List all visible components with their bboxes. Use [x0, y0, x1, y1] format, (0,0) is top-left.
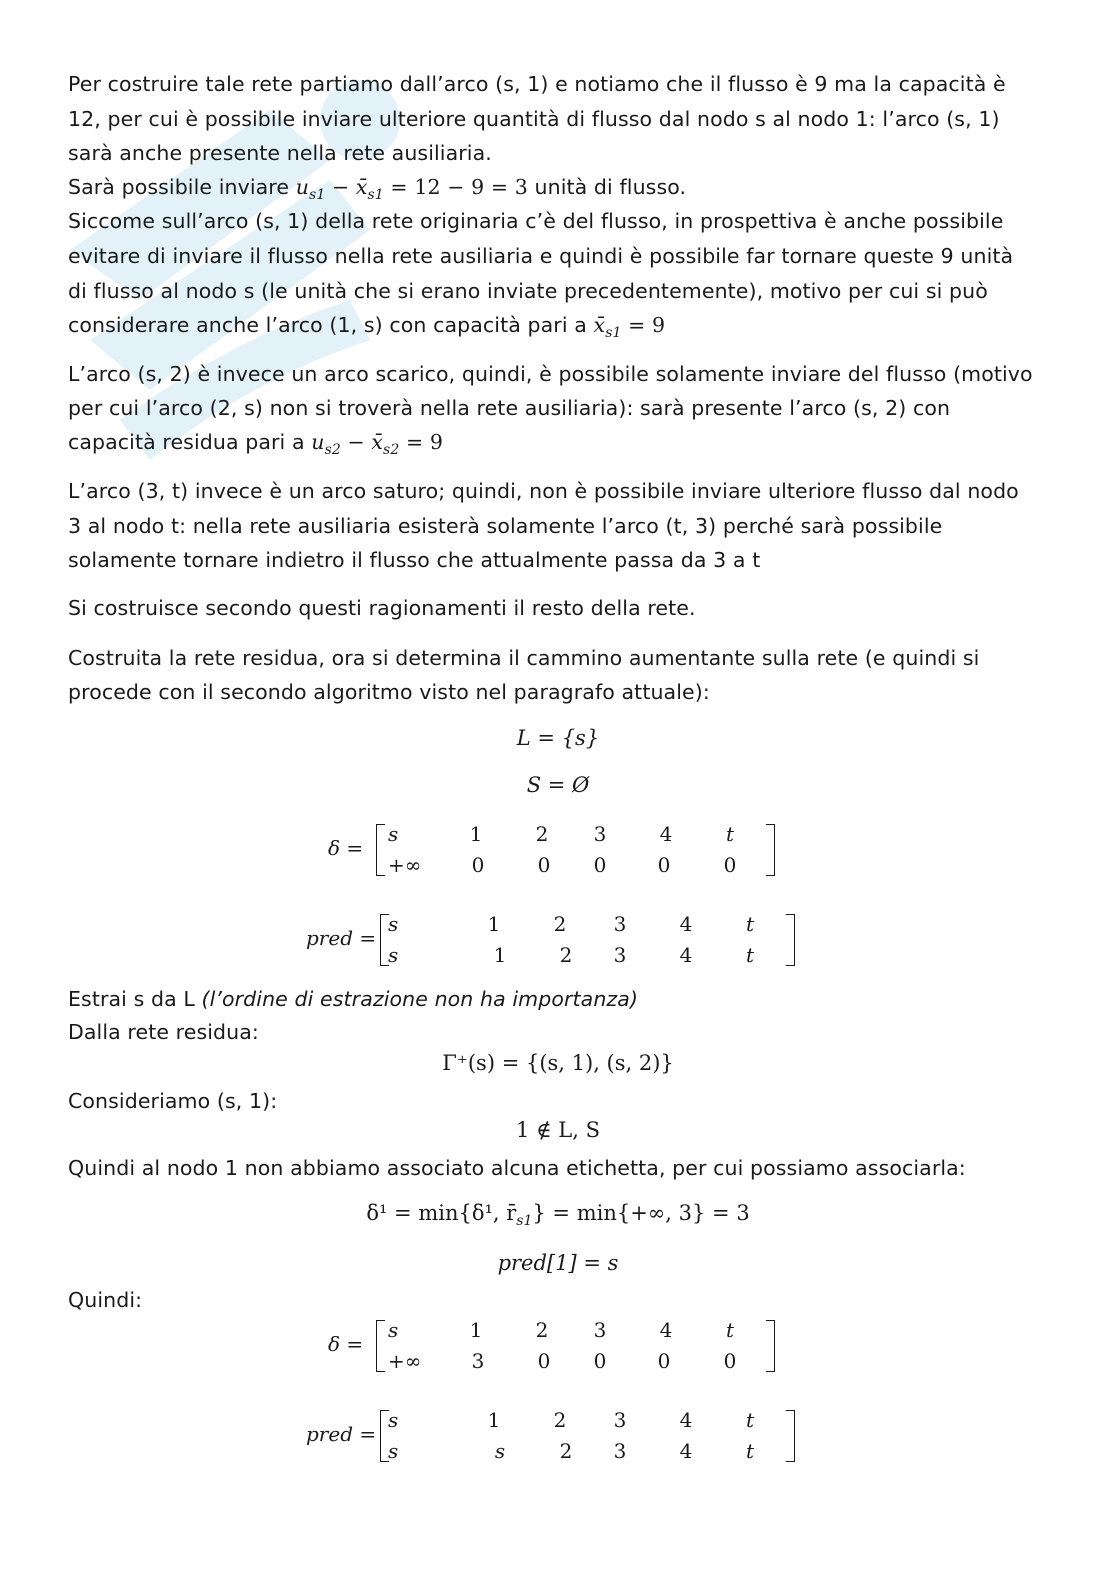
paragraph-line: sarà anche presente nella rete ausiliaria. — [68, 141, 492, 165]
paragraph-line: Siccome sull’arco (s, 1) della rete originaria c’è del flusso, in prospettiva è anche possibile — [68, 209, 1004, 233]
paragraph-line: Dalla rete residua: — [68, 1020, 259, 1044]
equation-pred1: pred[1] = s — [497, 1251, 619, 1275]
paragraph-line: di flusso al nodo s (le unità che si erano inviate precedentemente), motivo per cui si può — [68, 279, 988, 303]
equation-delta1: δ¹ = min{δ¹, $r̄_{s1}\} = \min\{+\infty$, 3} = 3 — [366, 1201, 750, 1230]
equation-not-in: 1 ∉ L, S — [516, 1118, 600, 1142]
paragraph-line: Quindi: — [68, 1288, 143, 1312]
paragraph-line: procede con il secondo algoritmo visto nel paragrafo attuale): — [68, 680, 710, 704]
paragraph-line: L’arco (3, t) invece è un arco saturo; quindi, non è possibile inviare ulteriore flusso dal nodo — [68, 479, 1019, 503]
paragraph-line: Sarà possibile inviare $u_{s1}$ − $x̄_{s1} = 12 - 9 = 3$ unità di flusso. — [68, 175, 687, 204]
paragraph-line: Per costruire tale rete partiamo dall’arco (s, 1) e notiamo che il flusso è 9 ma la capacità è — [68, 72, 1006, 96]
paragraph-line: Consideriamo (s, 1): — [68, 1089, 278, 1113]
paragraph-line: Estrai s da L (l’ordine di estrazione non ha importanza) — [68, 987, 639, 1011]
equation-S: S = Ø — [526, 773, 590, 797]
paragraph-line: capacità residua pari a $u_{s2}$ − $x̄_{s2} = 9$ — [68, 430, 443, 459]
equation-gamma: Γ⁺(s) = {(s, 1), (s, 2)} — [442, 1051, 674, 1075]
delta-matrix-1: δ = s 1 2 3 4 t +∞ 0 0 0 0 0 — [328, 820, 788, 884]
paragraph-line: considerare anche l’arco (1, s) con capacità pari a $x̄_{s1} = 9$ — [68, 313, 666, 342]
delta-matrix-2: δ = s 1 2 3 4 t +∞ 3 0 0 0 0 — [328, 1316, 788, 1380]
paragraph-line: 3 al nodo t: nella rete ausiliaria esisterà solamente l’arco (t, 3) perché sarà possibile — [68, 514, 943, 538]
paragraph-line: Costruita la rete residua, ora si determina il cammino aumentante sulla rete (e quindi si — [68, 646, 980, 670]
equation-L: L = {s} — [516, 726, 600, 750]
paragraph-line: per cui l’arco (2, s) non si troverà nella rete ausiliaria): sarà presente l’arco (s, 2) con — [68, 396, 951, 420]
paragraph-line: 12, per cui è possibile inviare ulteriore quantità di flusso dal nodo s al nodo 1: l’arco (s, 1) — [68, 107, 1000, 131]
pred-matrix-1: pred = s 1 2 3 4 t s 1 2 3 4 t — [306, 910, 806, 974]
paragraph-line: evitare di inviare il flusso nella rete ausiliaria e quindi è possibile far tornare queste 9 unità — [68, 244, 1014, 268]
paragraph-line: solamente tornare indietro il flusso che attualmente passa da 3 a t — [68, 548, 761, 572]
paragraph-line: Si costruisce secondo questi ragionamenti il resto della rete. — [68, 596, 696, 620]
paragraph-line: L’arco (s, 2) è invece un arco scarico, quindi, è possibile solamente inviare del flusso (motivo — [68, 362, 1033, 386]
paragraph-line: Quindi al nodo 1 non abbiamo associato alcuna etichetta, per cui possiamo associarla: — [68, 1156, 966, 1180]
pred-matrix-2: pred = s 1 2 3 4 t s s 2 3 4 t — [306, 1406, 806, 1470]
